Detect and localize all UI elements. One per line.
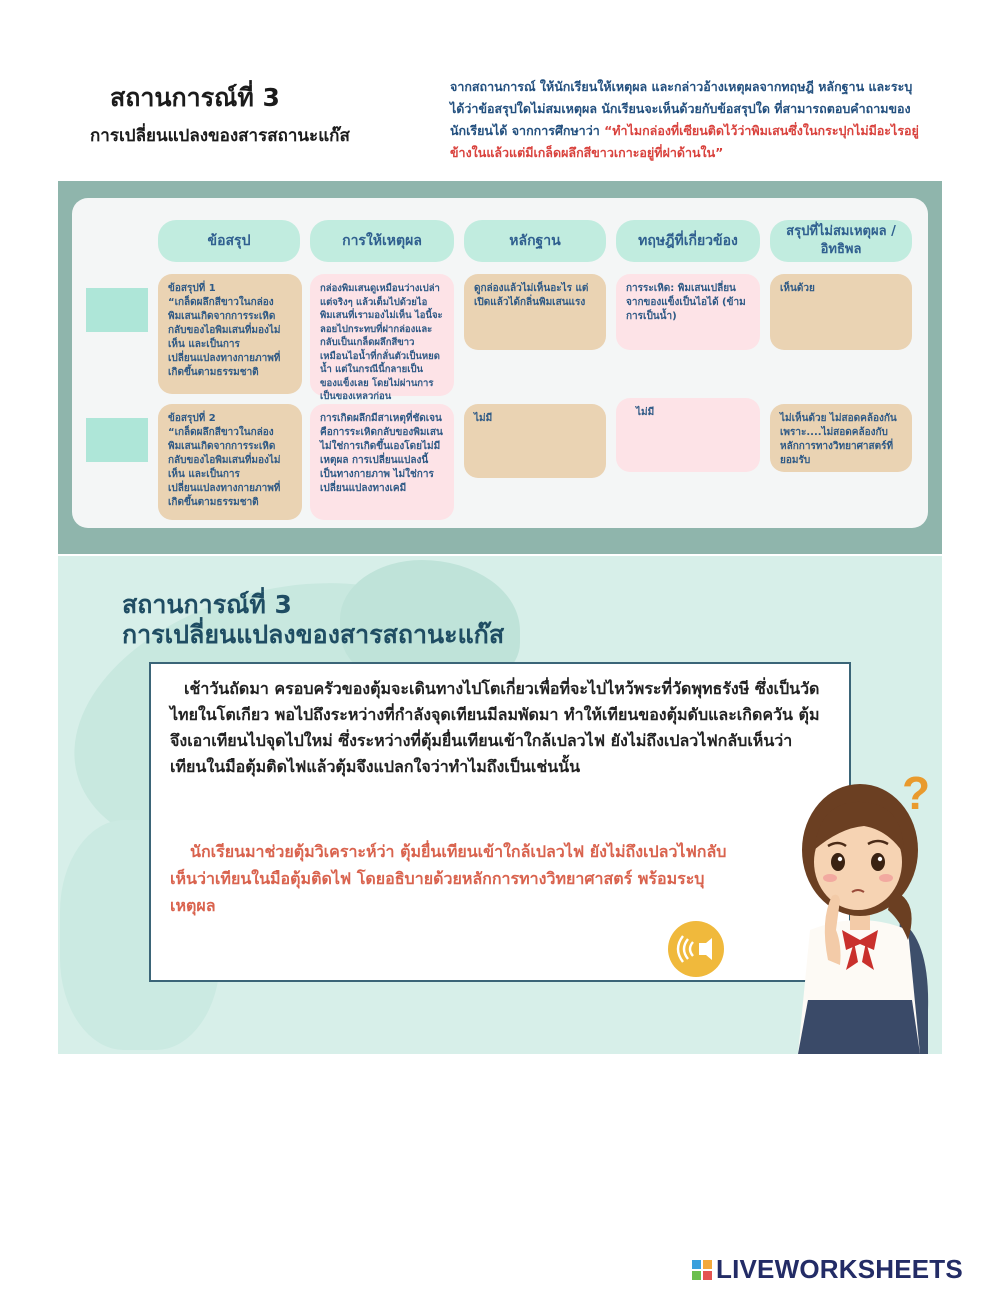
- row2-answer-box[interactable]: [86, 418, 148, 462]
- speaker-icon: [677, 934, 715, 964]
- row2-evidence: ไม่มี: [464, 404, 606, 478]
- row1-verdict: เห็นด้วย: [770, 274, 912, 350]
- row1-evidence: ดูกล่องแล้วไม่เห็นอะไร แต่เปิดแล้วได้กลิ่นพิมเสนแรง: [464, 274, 606, 350]
- row1-answer-box[interactable]: [86, 288, 148, 332]
- row2-reasoning: การเกิดผลึกมีสาเหตุที่ชัดเจน คือการระเหิดกลับของพิมเสน ไม่ใช่การเกิดขึ้นเองโดยไม่มีเหตุผล การเปลี่ยนแปลงนี้เป็นทางกายภาพ ไม่ใช่การเปลี่ยนแปลงทางเคมี: [310, 404, 454, 520]
- logo-text: LIVEWORKSHEETS: [716, 1254, 963, 1284]
- instructions-text: จากสถานการณ์ ให้นักเรียนให้เหตุผล และกล่าวอ้างเหตุผลจากทฤษฎี หลักฐาน และระบุได้ว่าข้อสรุปใดไม่สมเหตุผล นักเรียนจะเห็นด้วยกับข้อสรุปใด ที่สามารถตอบคำถามของนักเรียนได้ จากการศึกษาว่า: [450, 79, 913, 138]
- page-subtitle: การเปลี่ยนแปลงของสารสถานะแก๊ส: [90, 126, 350, 146]
- scenario-title-line2: การเปลี่ยนแปลงของสารสถานะแก๊ส: [122, 620, 505, 649]
- logo-blocks-icon: [692, 1260, 712, 1280]
- question-mark-icon: ?: [902, 767, 931, 819]
- row1-conclusion: ข้อสรุปที่ 1 “เกล็ดผลึกสีขาวในกล่องพิมเสนเกิดจากการระเหิดกลับของไอพิมเสนที่มองไม่เห็น และเป็นการเปลี่ยนแปลงทางกายภาพที่เกิดขึ้นตามธรรมชาติ: [158, 274, 302, 394]
- instructions: [450, 76, 920, 164]
- row2-conclusion: ข้อสรุปที่ 2 “เกล็ดผลึกสีขาวในกล่องพิมเสนเกิดจากการระเหิดกลับของไอพิมเสนที่มองไม่เห็น และเป็นการเปลี่ยนแปลงทางกายภาพที่เกิดขึ้นตามธรรมชาติ: [158, 404, 302, 520]
- header-evidence: หลักฐาน: [464, 220, 606, 262]
- audio-button[interactable]: [668, 921, 724, 977]
- scenario-title: [122, 590, 504, 650]
- story-text: เช้าวันถัดมา ครอบครัวของตุ้มจะเดินทางไปโตเกี่ยวเพื่อที่จะไปไหว้พระที่วัดพุทธรังษี ซึ่งเป็นวัดไทยในโตเกียว พอไปถึงระหว่างที่กำลังจุดเทียนมีลมพัดมา ทำให้เทียนของตุ้มดับและเกิดควัน ตุ้มจึงเอาเทียนไปจุดไปใหม่ ซึ่งระหว่างที่ตุ้มยื่นเทียนเข้าใกล้เปลวไฟ ยังไม่ถึงเปลวไฟกลับเห็นว่าเทียนในมือตุ้มติดไฟแล้วตุ้มจึงแปลกใจว่าทำไมถึงเป็นเช่นนั้น: [170, 679, 820, 776]
- scenario-title-line1: สถานการณ์ที่ 3: [122, 590, 292, 619]
- row1-reasoning: กล่องพิมเสนดูเหมือนว่างเปล่า แต่จริงๆ แล้วเต็มไปด้วยไอพิมเสนที่เรามองไม่เห็น ไอนี้จะลอยไปกระทบที่ฝากล่องและกลับเป็นเกล็ดผลึกสีขาว เหมือนไอน้ำที่กลั่นตัวเป็นหยดน้ำ แต่ในกรณีนี้กลายเป็นของแข็งเลย โดยไม่ผ่านการเป็นของเหลวก่อน: [310, 274, 454, 396]
- row1-theory: การระเหิด: พิมเสนเปลี่ยนจากของแข็งเป็นไอได้ (ข้ามการเป็นน้ำ): [616, 274, 760, 350]
- row2-theory: ไม่มี: [616, 398, 760, 472]
- header-verdict: สรุปที่ไม่สมเหตุผล / อิทธิพล: [770, 220, 912, 262]
- page-title: สถานการณ์ที่ 3: [110, 83, 280, 112]
- instructions-question: “ทำไมกล่องที่เซียนติดไว้ว่าพิมเสนซึ่งในกระปุกไม่มีอะไรอยู่ข้างในแล้วแต่มีเกล็ดผลึกสีขาวเกาะอยู่ที่ฝาด้านใน”: [450, 123, 919, 160]
- header-reasoning: การให้เหตุผล: [310, 220, 454, 262]
- header-conclusion: ข้อสรุป: [158, 220, 300, 262]
- header-theory: ทฤษฎีที่เกี่ยวข้อง: [616, 220, 760, 262]
- liveworksheets-logo: [692, 1254, 963, 1285]
- row2-verdict: ไม่เห็นด้วย ไม่สอดคล้องกัน เพราะ....ไม่สอดคล้องกับหลักการทางวิทยาศาสตร์ที่ยอมรับ: [770, 404, 912, 472]
- story-question: นักเรียนมาช่วยตุ้มวิเคราะห์ว่า ตุ้มยื่นเทียนเข้าใกล้เปลวไฟ ยังไม่ถึงเปลวไฟกลับเห็นว่าเทียนในมือตุ้มติดไฟ โดยอธิบายด้วยหลักการทางวิทยาศาสตร์ พร้อมระบุเหตุผล: [170, 842, 727, 915]
